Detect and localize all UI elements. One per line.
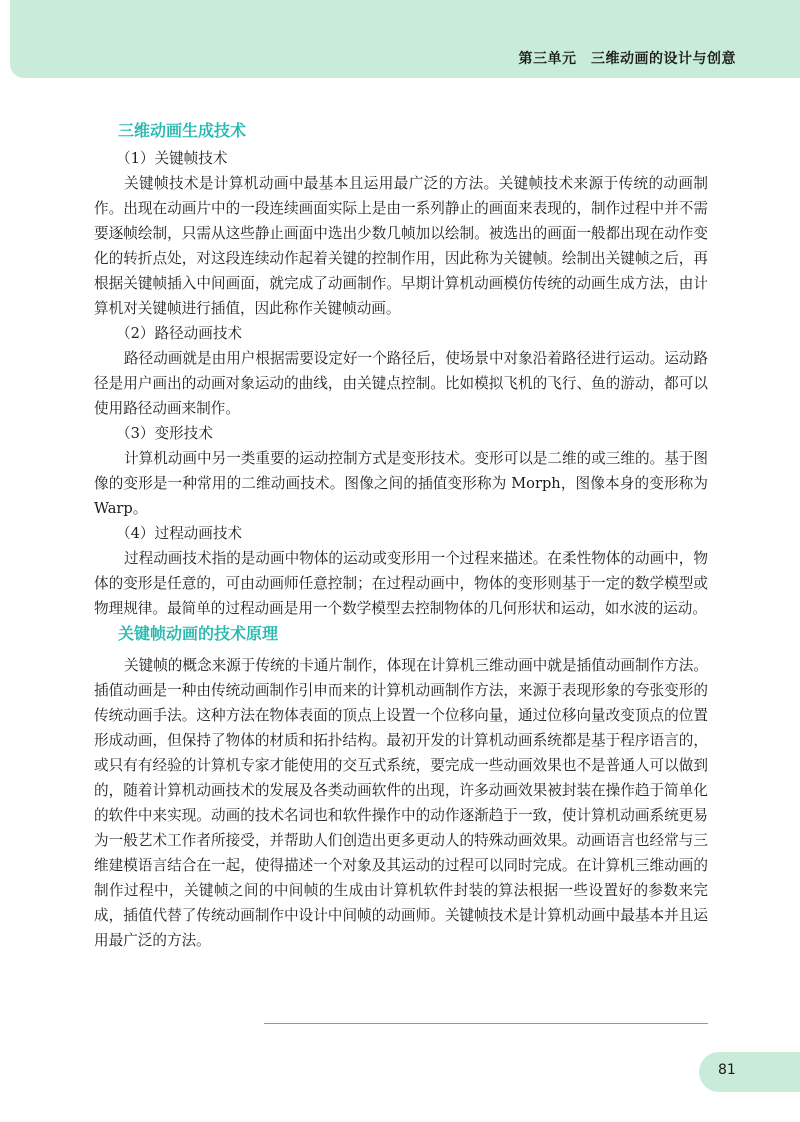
page-content xyxy=(94,116,708,953)
paragraph-procedural: 过程动画技术指的是动画中物体的运动或变形用一个过程来描述。在柔性物体的动画中，物体的变形是任意的，可由动画师任意控制；在过程动画中，物体的变形则基于一定的数学模型或物理规律。最简单的过程动画是用一个数学模型去控制物体的几何形状和运动，如水波的运动。 xyxy=(94,550,708,617)
subheading-morphing: （3）变形技术 xyxy=(116,425,213,442)
subheading-keyframe: （1）关键帧技术 xyxy=(116,150,228,167)
section-heading-generation: 三维动画生成技术 xyxy=(118,121,247,140)
subheading-path-animation: （2）路径动画技术 xyxy=(116,325,243,342)
paragraph-keyframe-principle: 关键帧的概念来源于传统的卡通片制作，体现在计算机三维动画中就是插值动画制作方法。插值动画是一种由传统动画制作引申而来的计算机动画制作方法，来源于表现形象的夸张变形的传统动画手法。这种方法在物体表面的顶点上设置一个位移向量，通过位移向量改变顶点的位置形成动画，但保持了物体的材质和拓扑结构。最初开发的计算机动画系统都是基于程序语言的，或只有有经验的计算机专家才能使用的交互式系统，要完成一些动画效果也不是普通人可以做到的，随着计算机动画技术的发展及各类动画软件的出现，许多动画效果被封装在操作趋于简单化的软件中来实现。动画的技术名词也和软件操作中的动作逐渐趋于一致，使计算机动画系统更易为一般艺术工作者所接受，并帮助人们创造出更多更动人的特殊动画效果。动画语言也经常与三维建模语言结合在一起，使得描述一个对象及其运动的过程可以同时完成。在计算机三维动画的制作过程中，关键帧之间的中间帧的生成由计算机软件封装的算法根据一些设置好的参数来完成，插值代替了传统动画制作中设计中间帧的动画师。关键帧技术是计算机动画中最基本并且运用最广泛的方法。 xyxy=(94,657,708,949)
subheading-procedural: （4）过程动画技术 xyxy=(116,525,243,542)
paragraph-path-animation: 路径动画就是由用户根据需要设定好一个路径后，使场景中对象沿着路径进行运动。运动路径是用户画出的动画对象运动的曲线，由关键点控制。比如模拟飞机的飞行、鱼的游动，都可以使用路径动画来制作。 xyxy=(94,350,708,417)
running-header: 第三单元 三维动画的设计与创意 xyxy=(518,51,736,67)
page-number-tab xyxy=(699,1052,800,1092)
paragraph-keyframe: 关键帧技术是计算机动画中最基本且运用最广泛的方法。关键帧技术来源于传统的动画制作。出现在动画片中的一段连续画面实际上是由一系列静止的画面来表现的，制作过程中并不需要逐帧绘制，只需从这些静止画面中选出少数几帧加以绘制。被选出的画面一般都出现在动作变化的转折点处，对这段连续动作起着关键的控制作用，因此称为关键帧。绘制出关键帧之后，再根据关键帧插入中间画面，就完成了动画制作。早期计算机动画模仿传统的动画生成方法，由计算机对关键帧进行插值，因此称作关键帧动画。 xyxy=(94,175,708,317)
paragraph-morphing: 计算机动画中另一类重要的运动控制方式是变形技术。变形可以是二维的或三维的。基于图像的变形是一种常用的二维动画技术。图像之间的插值变形称为 Morph，图像本身的变形称为 Warp。 xyxy=(94,450,708,517)
footer-rule xyxy=(264,1023,708,1024)
section-heading-keyframe-principle: 关键帧动画的技术原理 xyxy=(118,624,279,643)
page-number: 81 xyxy=(718,1062,736,1078)
